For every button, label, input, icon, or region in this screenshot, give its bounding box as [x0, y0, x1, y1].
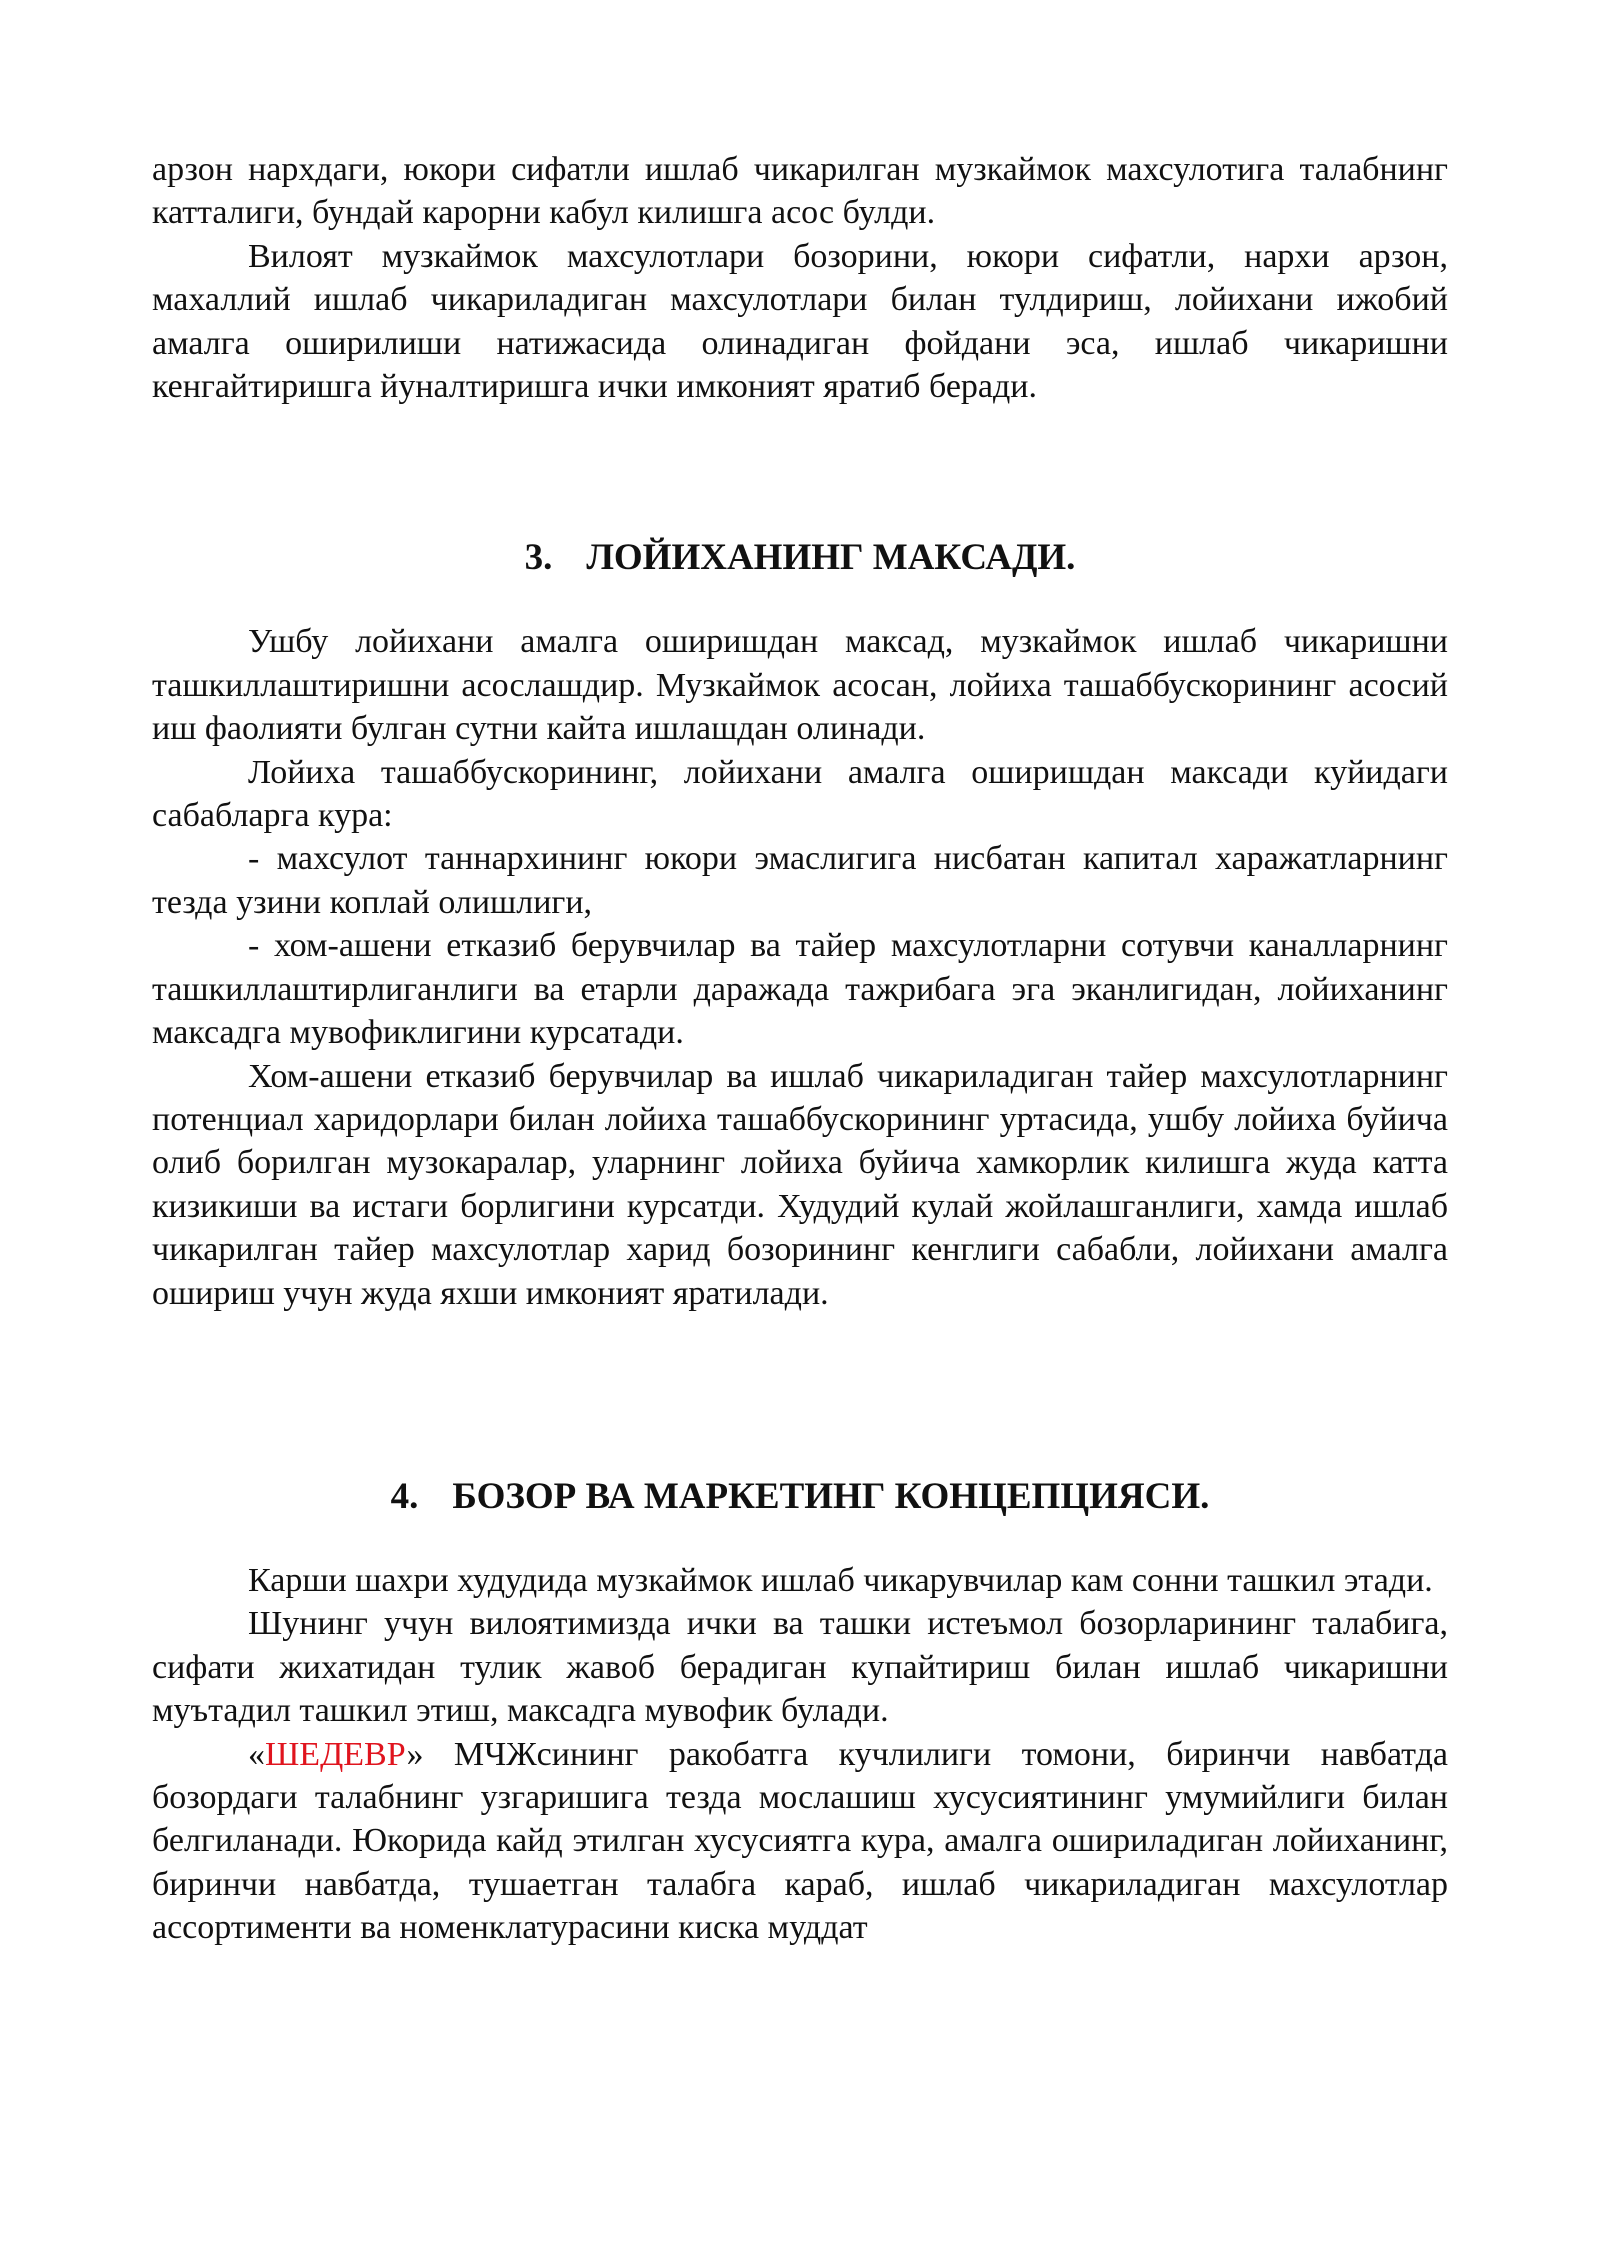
section-4-heading	[152, 1475, 1448, 1519]
section-title: ЛОЙИХАНИНГ МАКСАДИ.	[586, 537, 1076, 579]
document-page	[152, 148, 1448, 1950]
paragraph: Ушбу лойихани амалга оширишдан максад, музкаймок ишлаб чикаришни ташкиллаштиришни асослашдир. Музкаймок асосан, лойиха ташаббускорининг асосий иш фаолияти булган сутни кайта ишлашдан олинади.	[152, 623, 1448, 748]
paragraph: Хом-ашени етказиб берувчилар ва ишлаб чикариладиган тайер махсулотларнинг потенциал харидорлари билан лойиха ташаббускорининг уртасида, ушбу лойиха буйича олиб борилган музокаралар, уларнинг лойиха буйича хамкорлик килишга жуда катта кизикиши ва истаги борлигини курсатди. Худудий кулай жойлашганлиги, хамда ишлаб чикарилган тайер махсулотлар харид бозорининг кенглиги сабабли, лойихани амалга ошириш учун жуда яхши имконият яратилади.	[152, 1057, 1448, 1312]
section-3-heading	[152, 536, 1448, 580]
paragraph: арзон нархдаги, юкори сифатли ишлаб чикарилган музкаймок махсулотига талабнинг катталиги, бундай карорни кабул килишга асос булди.	[152, 151, 1448, 232]
paragraph: Вилоят музкаймок махсулотлари бозорини, юкори сифатли, нархи арзон, махаллий ишлаб чикариладиган махсулотлари билан тулдириш, лойихани ижобий амалга оширилиши натижасида олинадиган фойдани эса, ишлаб чикаришни кенгайтиришга йуналтиришга ички имконият яратиб беради.	[152, 237, 1448, 406]
paragraph: Карши шахри худудида музкаймок ишлаб чикарувчилар кам сонни ташкил этади.	[248, 1561, 1433, 1599]
company-name: ШЕДЕВР	[265, 1735, 407, 1773]
section-title: БОЗОР ВА МАРКЕТИНГ КОНЦЕПЦИЯСИ.	[452, 1475, 1210, 1517]
section-number: 3.	[524, 537, 553, 579]
open-quote: «	[248, 1735, 265, 1773]
paragraph: Лойиха ташаббускорининг, лойихани амалга оширишдан максади куйидаги сабабларга кура:	[152, 753, 1448, 835]
paragraph: Шунинг учун вилоятимизда ички ва ташки истеъмол бозорларининг талабига, сифати жихатидан тулик жавоб берадиган купайтириш билан ишлаб чикаришни муътадил ташкил этиш, максадга мувофик булади.	[152, 1605, 1448, 1730]
list-item: - махсулот таннархининг юкори эмаслигига нисбатан капитал харажатларнинг тезда узини коплай олишлиги,	[152, 840, 1448, 921]
list-item: - хом-ашени етказиб берувчилар ва тайер махсулотларни сотувчи каналларнинг ташкиллаштирлиганлиги ва етарли даражада тажрибага эга эканлигидан, лойиханинг максадга мувофиклигини курсатади.	[152, 927, 1448, 1052]
close-quote: »	[406, 1735, 424, 1773]
paragraph-text: МЧЖсининг ракобатга кучлилиги томони, биринчи навбатда бозордаги талабнинг узгаришига тезда мослашиш хусусиятининг умумийлиги билан белгиланади. Юкорида кайд этилган хусусиятга кура, амалга ошириладиган лойиханинг, биринчи навбатда, тушаетган талабга караб, ишлаб чикариладиган махсулотлар ассортименти ва номенклатурасини киска муддат	[152, 1735, 1448, 1947]
section-number: 4.	[390, 1475, 419, 1517]
paragraph	[152, 1733, 1448, 1950]
